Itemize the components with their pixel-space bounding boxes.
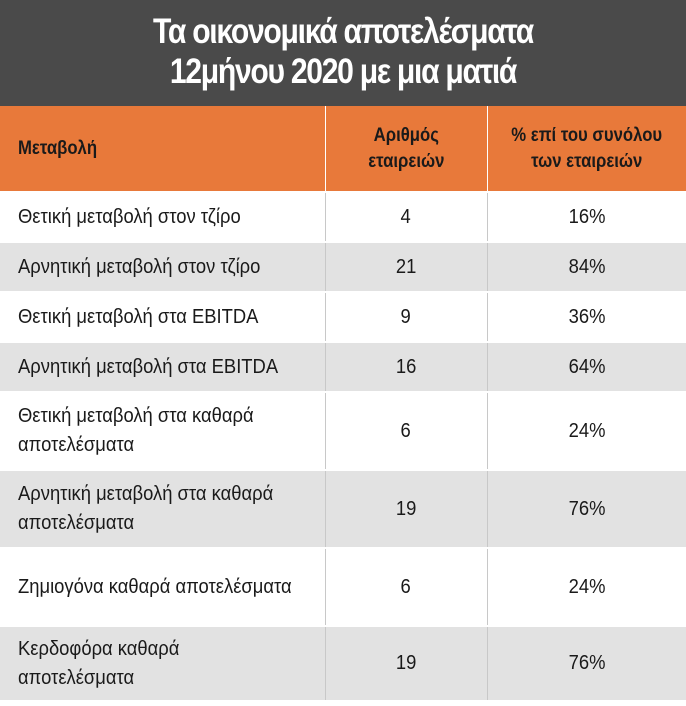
table-row <box>0 392 686 470</box>
row-label-text: Ζημιογόνα καθαρά αποτελέσματα <box>18 575 292 598</box>
row-count <box>325 242 487 292</box>
row-percent-text: 76% <box>568 497 606 520</box>
row-count <box>325 292 487 342</box>
header-count-line-2: εταιρειών <box>367 150 445 172</box>
row-label-text: Θετική μεταβολή στα EBITDA <box>18 305 259 328</box>
table-row <box>0 292 686 342</box>
row-percent <box>487 392 686 470</box>
row-label-text: Θετική μεταβολή στα καθαρά αποτελέσματα <box>18 405 254 456</box>
header-change-label: Μεταβολή <box>18 137 98 159</box>
row-label-text: Θετική μεταβολή στον τζίρο <box>18 205 241 228</box>
header-change <box>0 106 325 192</box>
header-count-line-1: Αριθμός <box>373 124 439 146</box>
row-percent-text: 36% <box>568 305 606 328</box>
row-count <box>325 470 487 548</box>
row-count-text: 4 <box>400 205 412 228</box>
row-count-text: 16 <box>395 355 417 378</box>
row-count-text: 19 <box>395 497 417 520</box>
table-header-row <box>0 106 686 192</box>
row-label <box>0 242 325 292</box>
table-row <box>0 342 686 392</box>
header-company-count <box>325 106 487 192</box>
header-percent-of-total <box>487 106 686 192</box>
row-label-text: Αρνητική μεταβολή στα καθαρά αποτελέσματα <box>18 483 274 534</box>
row-label-text: Κερδοφόρα καθαρά αποτελέσματα <box>18 637 180 689</box>
row-percent <box>487 548 686 626</box>
header-percent-line-1: % επί του συνόλου <box>511 124 663 146</box>
results-table <box>0 106 686 700</box>
row-label <box>0 342 325 392</box>
row-percent-text: 16% <box>568 205 606 228</box>
row-label <box>0 470 325 548</box>
row-percent <box>487 292 686 342</box>
row-count <box>325 392 487 470</box>
header-count-text <box>368 123 444 175</box>
title-bar <box>0 0 686 106</box>
title-line-2: 12μήνου 2020 με μια ματιά <box>169 52 517 91</box>
row-percent-text: 24% <box>568 419 606 442</box>
table-row <box>0 470 686 548</box>
row-percent <box>487 242 686 292</box>
header-percent-text <box>511 123 662 175</box>
row-percent <box>487 626 686 700</box>
table-row <box>0 548 686 626</box>
row-percent <box>487 470 686 548</box>
table-row <box>0 626 686 700</box>
row-label <box>0 548 325 626</box>
row-label <box>0 192 325 242</box>
row-label-text: Αρνητική μεταβολή στον τζίρο <box>18 255 261 278</box>
table-row <box>0 242 686 292</box>
row-count-text: 9 <box>400 305 412 328</box>
row-label <box>0 626 325 700</box>
row-count-text: 6 <box>400 575 412 598</box>
row-count <box>325 192 487 242</box>
row-percent <box>487 192 686 242</box>
header-percent-line-2: των εταιρειών <box>531 150 643 172</box>
row-percent <box>487 342 686 392</box>
table-row <box>0 192 686 242</box>
row-count <box>325 548 487 626</box>
row-percent-text: 64% <box>568 355 606 378</box>
row-label <box>0 392 325 470</box>
row-label-text: Αρνητική μεταβολή στα EBITDA <box>18 355 279 378</box>
row-count <box>325 626 487 700</box>
row-count-text: 19 <box>395 652 417 674</box>
row-percent-text: 84% <box>568 255 606 278</box>
row-label <box>0 292 325 342</box>
row-percent-text: 24% <box>568 575 606 598</box>
title-line-1: Τα οικονομικά αποτελέσματα <box>153 12 533 51</box>
row-percent-text: 76% <box>568 652 606 674</box>
row-count <box>325 342 487 392</box>
row-count-text: 6 <box>400 419 412 442</box>
row-count-text: 21 <box>395 255 417 278</box>
